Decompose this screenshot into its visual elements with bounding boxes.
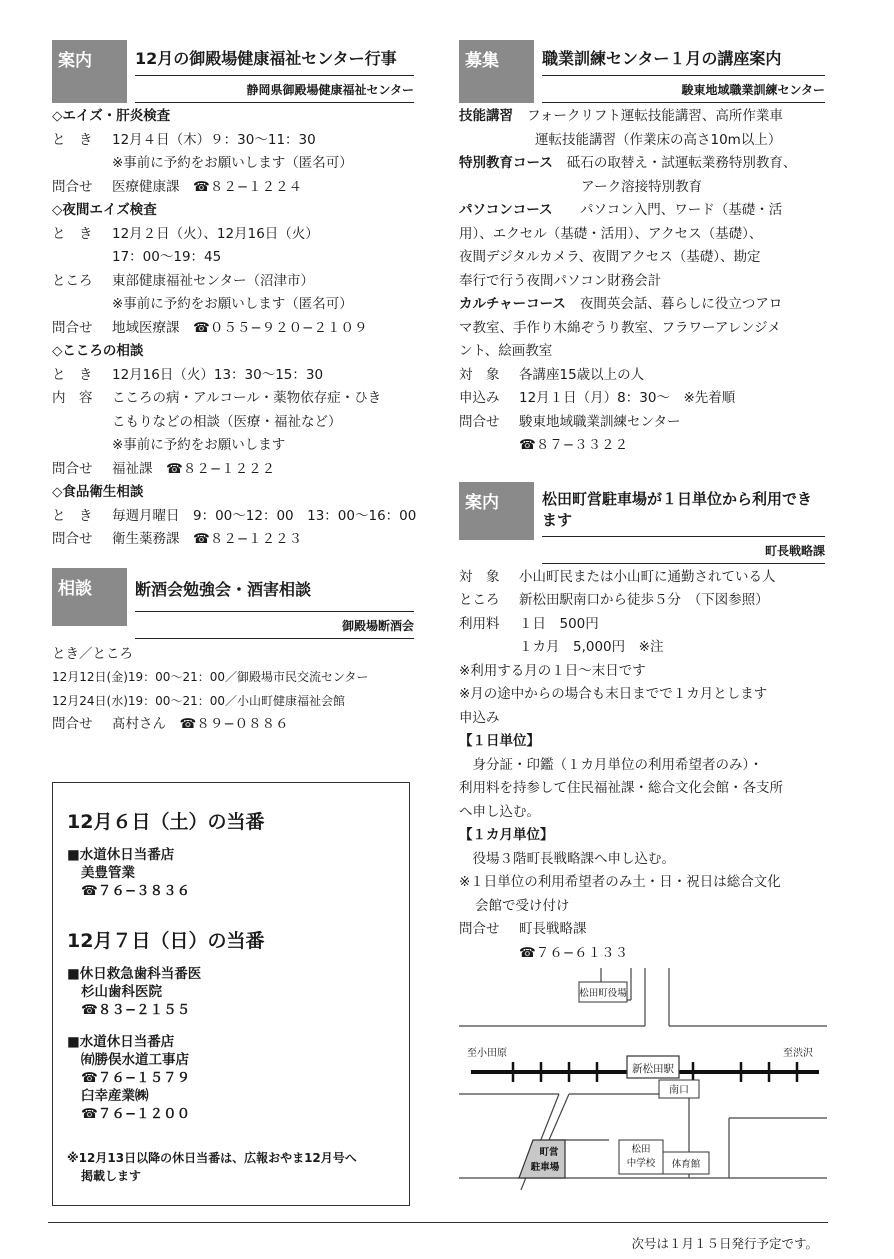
info-continuation: 会館で受け付け [475,897,570,914]
footer-divider [48,1222,828,1223]
section-body [459,105,825,458]
text-line [459,871,825,895]
section-header [52,568,414,639]
duty-name: 臼幸産業㈱ [81,1088,149,1104]
body-text: とき／ところ [52,645,133,662]
duty-name: 美豊管業 [81,865,135,881]
info-continuation: ※事前に予約をお願いします [112,437,286,453]
duty-phone: ☎７６−１５７９ [81,1070,191,1086]
info-continuation: こもりなどの相談（医療・福祉など） [112,413,342,430]
text-line [459,895,825,919]
info-label: 問合せ [52,460,93,477]
info-label: 問合せ [52,319,93,336]
text-line [459,660,825,684]
info-label: 問合せ [52,178,93,195]
subheading: ◇エイズ・肝炎検査 [52,108,171,124]
info-row [459,613,825,637]
text-line [459,730,825,754]
info-label: ところ [52,272,93,289]
text-line [52,690,414,714]
body-text: ※１日単位の利用希望者のみ土・日・祝日は総合文化 [459,874,781,890]
body-text: 用）、エクセル（基礎・活用）、アクセス（基礎）、 [459,225,763,242]
info-row [459,152,825,176]
school-label-1: 松田 [631,1144,651,1155]
info-row [459,589,825,613]
text-line [459,942,825,966]
section-body [52,643,414,737]
section-parking [459,482,825,966]
town-hall-label: 松田町役場 [579,988,627,999]
section-organization: 静岡県御殿場健康福祉センター [135,76,414,103]
info-value: 12月16日（火）13：30〜15：30 [112,366,324,383]
info-row [459,293,825,317]
parking-map [459,968,827,1190]
duty-name: ㈲勝俣水道工事店 [81,1052,189,1068]
section-abstinence [52,568,414,737]
section-header [459,40,825,103]
section-header [459,482,825,564]
text-line [459,683,825,707]
info-value: 砥石の取替え・試運転業務特別教育、 [566,155,797,171]
info-value: 医療健康課 ☎８２−１２２４ [112,178,303,195]
section-tag: 募集 [459,40,534,103]
info-label: 特別教育コース [459,155,553,171]
text-line [52,105,414,129]
duty-group-title: ■水道休日当番店 [67,847,175,863]
text-line [52,434,414,458]
section-title: 職業訓練センター１月の講座案内 [542,40,825,76]
text-line [459,636,825,660]
to-shibusawa-label: 至渋沢 [783,1048,813,1059]
body-text: へ申し込む。 [459,803,540,820]
info-continuation: ※事前に予約をお願いします（匿名可） [112,155,353,171]
info-row [459,199,825,223]
left-column [52,40,417,737]
info-row [52,713,414,737]
info-continuation: ※事前に予約をお願いします（匿名可） [112,296,353,312]
info-value: パソコン入門、ワード（基礎・活 [566,202,783,218]
info-row [52,223,414,247]
info-value: 毎週月曜日 9：00〜12：00 13：00〜16：00 [112,507,417,524]
text-line [459,317,825,341]
info-row [459,364,825,388]
station-label: 新松田駅 [632,1063,674,1075]
text-line [52,293,414,317]
duty-phone: ☎８３−２１５５ [81,1002,191,1018]
text-line [52,199,414,223]
info-value: 駿東地域職業訓練センター [519,413,681,430]
info-label: 問合せ [52,531,93,547]
body-text: マ教室、手作り木綿ぞうり教室、フラワーアレンジメ [459,319,781,336]
body-text: 夜間デジタルカメラ、夜間アクセス（基礎）、勘定 [459,249,761,265]
info-label: カルチャーコース [459,296,566,312]
info-continuation: １カ月 5,000円 ※注 [519,639,664,655]
info-value: 東部健康福祉センター（沼津市） [112,272,314,289]
section-tag: 相談 [52,568,127,626]
info-continuation: 運転技能講習（作業床の高さ10m以上） [535,131,782,148]
duty-heading: 12月７日（日）の当番 [67,930,265,952]
info-continuation: アーク溶接特別教育 [581,178,703,195]
subheading: ◇食品衛生相談 [52,484,144,500]
schedule-line: 12月12日(金)19：00〜21：00／御殿場市民交流センター [52,670,369,684]
body-text: 申込み [459,709,500,726]
info-row [52,528,414,552]
info-label: 問合せ [52,716,93,732]
info-value: こころの病・アルコール・薬物依存症・ひき [112,390,382,406]
holiday-duty-box [52,782,410,1206]
text-line [459,176,825,200]
to-odawara-label: 至小田原 [467,1048,507,1059]
info-label: 問合せ [459,921,500,937]
text-line [52,152,414,176]
info-value: 12月４日（木）９：30〜11：30 [112,131,316,148]
duty-group-title: ■水道休日当番店 [67,1034,175,1050]
info-label: 対 象 [459,366,500,383]
info-continuation: ☎８７−３３２２ [519,437,629,453]
section-health-center [52,40,417,552]
right-column [459,40,825,965]
section-vocational-training [459,40,825,458]
text-line [52,666,414,690]
info-value: １日 500円 [519,615,599,632]
text-line [459,848,825,872]
info-label: 利用料 [459,615,500,632]
section-title: 断酒会勉強会・酒害相談 [135,568,414,612]
text-line [459,434,825,458]
info-row [459,387,825,411]
footer-note: 次号は１月１５日発行予定です。 [631,1236,818,1251]
info-value: フォークリフト運転技能講習、高所作業車 [527,108,783,124]
body-text: ※月の途中からの場合も末日までで１カ月とします [459,686,768,702]
info-value: 髙村さん ☎８９−０８８６ [112,716,289,732]
school-label-2: 中学校 [626,1158,656,1169]
text-line [52,411,414,435]
info-row [52,387,414,411]
info-value: 新松田駅南口から徒歩５分 （下図参照） [519,592,769,608]
text-line [52,643,414,667]
info-row [459,105,825,129]
section-organization: 駿東地域職業訓練センター [542,76,825,103]
info-value: 各講座15歳以上の人 [519,366,645,383]
text-line [459,270,825,294]
info-label: パソコンコース [459,202,553,218]
info-row [52,270,414,294]
info-row [52,505,417,529]
text-line [459,754,825,778]
info-row [52,176,414,200]
section-title: 12月の御殿場健康福祉センター行事 [135,40,414,76]
duty-note: 掲載します [81,1169,142,1183]
body-text: 身分証・印鑑（１カ月単位の利用希望者のみ）・ [459,756,763,773]
info-value: 12月１日（月）8：30〜 ※先着順 [519,390,736,406]
info-label: ところ [459,592,500,608]
text-line [459,340,825,364]
subheading: 【１日単位】 [459,733,540,749]
body-text: ※利用する月の１日〜末日です [459,662,646,679]
info-row [52,129,414,153]
info-value: 衛生薬務課 ☎８２−１２２３ [112,531,303,547]
info-label: 技能講習 [459,108,513,124]
info-label: 問合せ [459,413,500,430]
section-body [52,105,417,552]
text-line [459,824,825,848]
section-tag: 案内 [52,40,127,103]
info-row [459,918,825,942]
text-line [459,801,825,825]
section-tag: 案内 [459,482,534,540]
section-organization: 町長戦略課 [542,537,825,564]
subheading: ◇こころの相談 [52,343,144,359]
text-line [459,777,825,801]
info-label: 内 容 [52,390,93,406]
info-value: 夜間英会話、暮らしに役立つアロ [579,296,783,312]
info-value: 小山町民または小山町に通勤されている人 [519,568,776,585]
text-line [459,129,825,153]
text-line [52,246,414,270]
info-label: 申込み [459,390,500,406]
info-label: と き [52,366,93,383]
subheading: ◇夜間エイズ検査 [52,202,157,218]
body-text: ント、絵画教室 [459,343,553,359]
info-continuation: 17：00〜19：45 [112,249,222,265]
info-row [52,364,414,388]
schedule-line: 12月24日(水)19：00〜21：00／小山町健康福祉会館 [52,693,345,708]
section-header [52,40,414,103]
info-row [52,317,414,341]
gym-label: 体育館 [671,1159,701,1170]
duty-name: 杉山歯科医院 [81,984,162,1000]
section-title: 松田町営駐車場が１日単位から利用できます [542,482,825,537]
info-continuation: ☎７６−６１３３ [519,944,629,961]
duty-group-title: ■休日救急歯科当番医 [67,966,202,982]
duty-note: ※12月13日以降の休日当番は、広報おやま12月号へ [67,1151,357,1165]
info-value: 町長戦略課 [519,921,587,937]
info-label: と き [52,507,93,524]
text-line [52,340,414,364]
subheading: 【１カ月単位】 [459,827,554,843]
duty-phone: ☎７６−３８３６ [81,883,191,899]
text-line [459,223,825,247]
info-label: と き [52,131,93,148]
info-label: 対 象 [459,568,500,585]
info-value: 福祉課 ☎８２−１２２２ [112,460,276,477]
info-row [459,566,825,590]
info-value: 地域医療課 ☎０５５−９２０−２１０９ [112,319,368,336]
info-row [459,411,825,435]
text-line [459,246,825,270]
text-line [52,481,414,505]
south-exit-label: 南口 [669,1085,689,1096]
info-row [52,458,414,482]
info-value: 12月２日（火）、12月16日（火） [112,225,319,242]
body-text: 利用料を持参して住民福祉課・総合文化会館・各支所 [459,780,783,796]
body-text: 役場３階町長戦略課へ申し込む。 [459,850,675,867]
body-text: 奉行で行う夜間パソコン財務会計 [459,272,662,289]
section-body [459,566,825,966]
duty-heading: 12月６日（土）の当番 [67,811,265,833]
parking-label-2: 駐車場 [530,1162,560,1173]
info-label: と き [52,225,93,242]
duty-phone: ☎７６−１２００ [81,1106,191,1122]
text-line [459,707,825,731]
section-organization: 御殿場断酒会 [135,612,414,639]
parking-label-1: 町営 [539,1147,559,1158]
